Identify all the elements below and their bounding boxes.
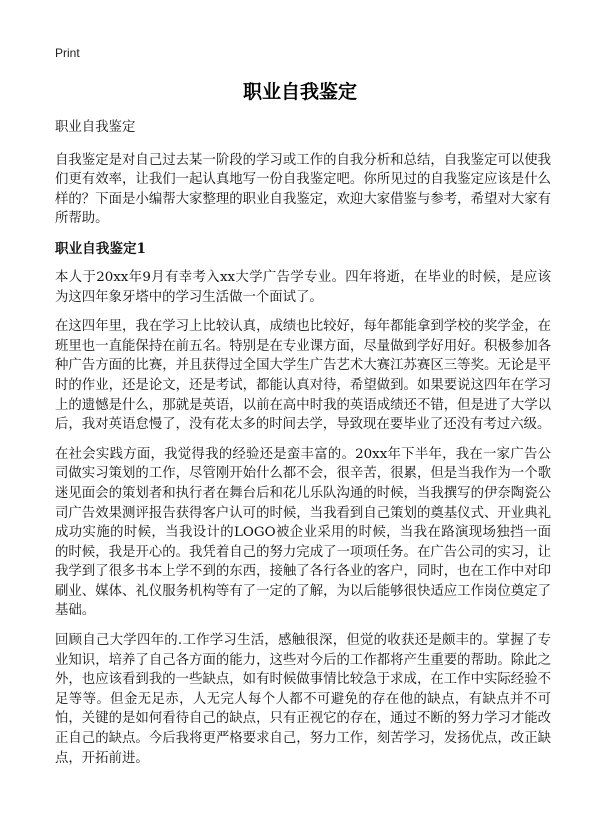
print-link[interactable]: Print (55, 46, 80, 60)
document-subtitle: 职业自我鉴定 (55, 120, 136, 135)
body-paragraph-3: 在社会实践方面，我觉得我的经验还是蛮丰富的。20xx年下半年，我在一家广告公司做实习策划的工作，尽管刚开始什么都不会，很辛苦，很累，但是当我作为一个歌迷见面会的策划者和执行者在舞台后和花儿乐队沟通的时候，当我撰写的伊奈陶瓷公司广告效果测评报告获得客户认可的时候，当我看到自己策划的奠基仪式、开业典礼成功实施的时候，当我设计的LOGO被企业采用的时候，当我在路演现场独挡一面的时候，我是开心的。我凭着自己的努力完成了一项项任务。在广告公司的实习，让我学到了很多书本上学不到的东西，接触了各行各业的客户，同时，也在工作中对印刷业、媒体、礼仪服务机构等有了一定的了解，为以后能够很快适应工作岗位奠定了基础。 (55, 446, 551, 619)
section-heading: 职业自我鉴定1 (55, 240, 147, 257)
body-paragraph-1: 本人于20xx年9月有幸考入xx大学广告学专业。四年将逝，在毕业的时候，是应该为这四年象牙塔中的学习生活做一个面试了。 (55, 269, 551, 305)
body-paragraph-2: 在这四年里，我在学习上比较认真，成绩也比较好，每年都能拿到学校的奖学金，在班里也一直能保持在前五名。特别是在专业课方面，尽量做到学好用好。积极参加各种广告方面的比赛，并且获得过全国大学生广告艺术大赛江苏赛区三等奖。无论是平时的作业，还是论文，还是考试，都能认真对待，希望做到。如果要说这四年在学习上的遗憾是什么，那就是英语，以前在高中时我的英语成绩还不错，但是进了大学以后，我对英语怠慢了，没有花太多的时间去学，导致现在要毕业了还没有考过六级。 (55, 319, 551, 433)
body-paragraph-4: 回顾自己大学四年的.工作学习生活，感触很深，但觉的收获还是颇丰的。掌握了专业知识，培养了自己各方面的能力，这些对今后的工作都将产生重要的帮助。除此之外，也应该看到我的一些缺点，如有时候做事情比较急于求成，在工作中实际经验不足等等。但金无足赤，人无完人每个人都不可避免的存在他的缺点，有缺点并不可怕，关键的是如何看待自己的缺点，只有正视它的存在，通过不断的努力学习才能改正自己的缺点。今后我将更严格要求自己，努力工作，刻苦学习，发扬优点，改正缺点，开拓前进。 (55, 633, 551, 766)
intro-paragraph: 自我鉴定是对自己过去某一阶段的学习或工作的自我分析和总结，自我鉴定可以使我们更有效率，让我们一起认真地写一份自我鉴定吧。你所见过的自我鉴定应该是什么样的？下面是小编帮大家整理的职业自我鉴定，欢迎大家借鉴与参考，希望对大家有所帮助。 (55, 152, 551, 227)
document-title: 职业自我鉴定 (242, 81, 357, 103)
document-body (55, 118, 551, 778)
